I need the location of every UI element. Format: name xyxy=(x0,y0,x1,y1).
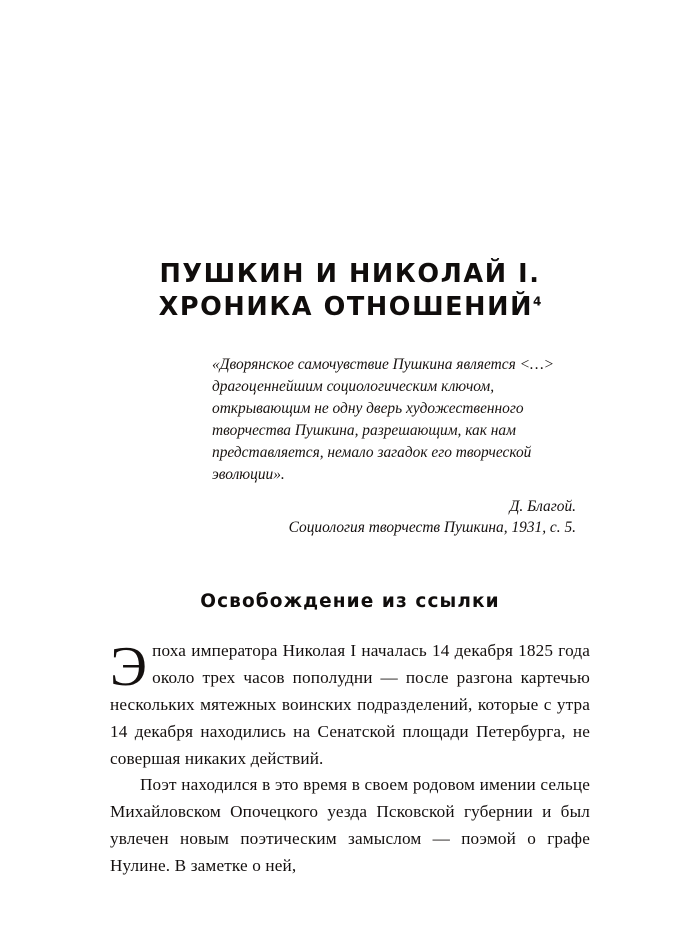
body-text xyxy=(110,638,590,879)
drop-cap: Э xyxy=(110,636,148,699)
chapter-title-line-1: ПУШКИН И НИКОЛАЙ I. xyxy=(159,259,541,289)
paragraph-first xyxy=(110,638,590,772)
paragraph-first-text: поха императора Николая I началась 14 декабря 1825 года около трех часов пополудни — после разгона картечью нескольких мятежных воинских подразделений, которые с утра 14 декабря находились на Сенатской площади Петербурга, не совершая никаких действий. xyxy=(110,641,590,768)
paragraph-second: Поэт находился в это время в своем родовом имении сельце Михайловском Опочецкого уезда Псковской губернии и был увлечен новым поэтическим замыслом — поэмой о графе Нулине. В заметке о ней, xyxy=(110,775,590,875)
epigraph-source: Социология творчеств Пушкина, 1931, с. 5. xyxy=(288,519,576,537)
chapter-title-line-2 xyxy=(110,291,590,324)
epigraph-block xyxy=(110,354,590,539)
epigraph-attribution xyxy=(212,496,582,540)
chapter-title-line-2-text: ХРОНИКА ОТНОШЕНИЙ xyxy=(158,292,534,323)
epigraph-author: Д. Благой. xyxy=(509,497,576,515)
chapter-title-footnote-marker: 4 xyxy=(533,294,542,309)
chapter-title xyxy=(110,0,590,324)
epigraph-quote: «Дворянское самочувствие Пушкина является <…> драгоценнейшим социологическим ключом, открывающим не одну дверь художественного творчества Пушкина, разрешающим, как нам представляется, немало загадок его творческой эволюции». xyxy=(212,356,555,483)
section-heading: Освобождение из ссылки xyxy=(200,591,500,613)
